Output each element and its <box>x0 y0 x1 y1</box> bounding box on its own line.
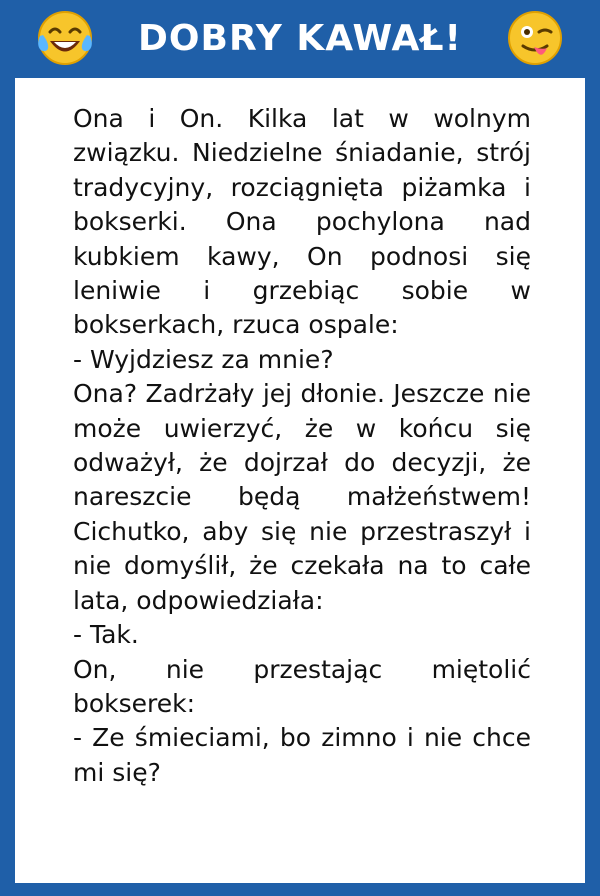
story-paragraph: Ona? Zadrżały jej dłonie. Jeszcze nie może uwierzyć, że w końcu się odważył, że dojrzał do decyzji, że nareszcie będą małżeństwem! Cichutko, aby się nie przestraszył i nie domyślił, że czekała na to całe lata, odpowiedziała: <box>73 379 531 615</box>
winking-tongue-emoji-icon <box>505 8 565 73</box>
story-paragraph: Ona i On. Kilka lat w wolnym związku. Niedzielne śniadanie, strój tradycyjny, rozciągnięta piżamka i bokserki. Ona pochylona nad kubkiem kawy, On podnosi się leniwie i grzebiąc sobie w bokserkach, rzuca ospale: <box>73 104 531 340</box>
story-paragraph: - Tak. <box>73 620 139 650</box>
story-text <box>73 102 531 790</box>
page-title: DOBRY KAWAŁ! <box>138 18 462 59</box>
story-paragraph: - Wyjdziesz za mnie? <box>73 344 334 374</box>
header-bar <box>0 0 600 78</box>
story-paragraph: - Ze śmieciami, bo zimno i nie chce mi się? <box>73 723 531 787</box>
story-panel <box>15 78 585 883</box>
story-paragraph: On, nie przestając miętolić bokserek: <box>73 654 531 718</box>
